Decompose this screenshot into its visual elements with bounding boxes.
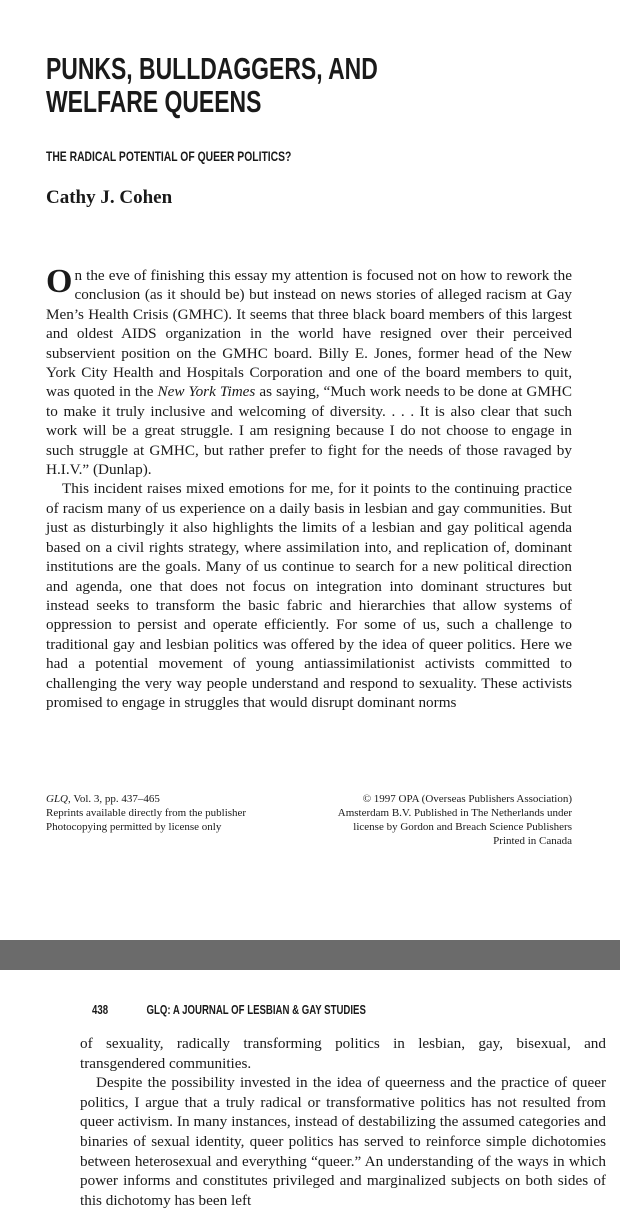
article-body-page2	[80, 1034, 606, 1210]
journal-running-head: GLQ: A JOURNAL OF LESBIAN & GAY STUDIES	[146, 1002, 366, 1017]
page-438	[0, 970, 620, 1209]
journal-abbrev: GLQ	[46, 793, 69, 805]
footer-citation	[46, 792, 246, 834]
running-header	[92, 1002, 366, 1017]
title-line-1: PUNKS, BULLDAGGERS, AND	[46, 51, 378, 86]
volume-pages: , Vol. 3, pp. 437–465	[68, 793, 160, 805]
copyright-line-2: Amsterdam B.V. Published in The Netherlands under	[337, 807, 572, 819]
paragraph-1-italic: New York Times	[157, 383, 256, 401]
drop-cap: O	[46, 263, 73, 300]
article-body-page1	[46, 263, 573, 712]
footer-copyright	[292, 792, 572, 848]
paragraph-3: Despite the possibility invested in the idea of queerness and the practice of queer politics, I argue that a truly radical or transformative politics has not resulted from queer activism. In many instances, instead of destabilizing the assumed categories and binaries of sexual identity, queer politics has served to reinforce simple dichotomies between heterosexual and everything “queer.” An understanding of the ways in which power informs and constitutes privileged and marginalized subjects on both sides of this dichotomy has been left	[80, 1074, 606, 1209]
reprints-note: Reprints available directly from the publisher	[46, 807, 247, 819]
paragraph-2: This incident raises mixed emotions for me, for it points to the continuing practice of racism many of us experience on a daily basis in lesbian and gay communities. But just as disturbingly it also highlights the limits of a lesbian and gay political agenda based on a civil rights strategy, where assimilation into, and replication of, dominant institutions are the goals. Many of us continue to search for a new political direction and agenda, one that does not focus on integration into dominant structures but instead seeks to transform the basic fabric and hierarchies that allow systems of oppression to persist and operate efficiently. For some of us, such a challenge to traditional gay and lesbian politics was offered by the idea of queer politics. Here we had a potential movement of young antiassimilationist activists committed to challenging the very way people understand and respond to sexuality. These activists promised to engage in struggles that would disrupt dominant norms	[46, 480, 572, 711]
title-line-2: WELFARE QUEENS	[46, 84, 262, 119]
paragraph-1	[46, 263, 573, 479]
paragraph-continued: of sexuality, radically transforming politics in lesbian, gay, bisexual, and transgendered communities.	[80, 1035, 606, 1072]
copyright-line-3: license by Gordon and Breach Science Publishers	[353, 821, 572, 833]
photocopying-note: Photocopying permitted by license only	[46, 821, 222, 833]
article-title	[46, 52, 431, 118]
paragraph-1-text-b: as saying, “Much work needs to be done at GMHC to make it truly inclusive and welcoming of diversity. . . . It is also clear that such work will be a great struggle. I am resigning because I do not choose to engage in such struggle at GMHC, but rather prefer to fight for the needs of those ravaged by H.I.V.” (Dunlap).	[46, 383, 573, 479]
article-subtitle: THE RADICAL POTENTIAL OF QUEER POLITICS?	[46, 148, 292, 164]
copyright-line-1: © 1997 OPA (Overseas Publishers Association)	[362, 793, 572, 805]
page-divider	[0, 940, 620, 970]
page-number: 438	[92, 1002, 109, 1017]
paragraph-1-text-a: n the eve of finishing this essay my attention is focused not on how to rework the conclusion (as it should be) but instead on news stories of alleged racism at Gay Men’s Health Crisis (GMHC). It seems that three black board members of this largest and oldest AIDS organization in the world have resigned over their perceived subservient position on the GMHC board. Billy E. Jones, former head of the New York City Health and Hospitals Corporation and one of the board members to quit, was quoted in the	[46, 267, 572, 401]
copyright-line-4: Printed in Canada	[493, 835, 572, 847]
author-name: Cathy J. Cohen	[46, 187, 173, 208]
